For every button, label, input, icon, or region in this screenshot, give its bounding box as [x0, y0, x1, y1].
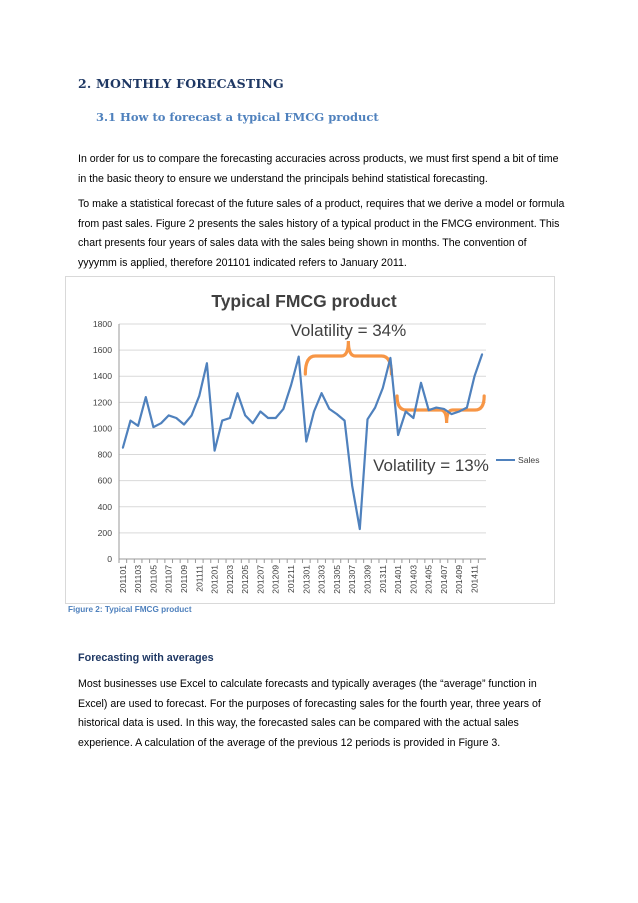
sales-point [359, 528, 361, 530]
sales-point [298, 356, 300, 358]
legend-label: Sales [518, 455, 540, 465]
sales-point [267, 417, 269, 419]
x-tick-label: 201101 [117, 565, 128, 594]
sales-point [168, 415, 170, 417]
y-tick-label: 1800 [92, 319, 112, 329]
y-tick-label: 400 [97, 501, 112, 512]
x-tick-label: 201307 [347, 565, 358, 594]
sales-point [474, 375, 476, 377]
sales-point [214, 450, 216, 452]
volatility-label-2014: Volatility = 13% [373, 456, 489, 475]
sales-point [390, 357, 392, 359]
sales-point [237, 392, 239, 394]
y-tick-label: 1600 [92, 345, 112, 356]
y-tick-label: 200 [97, 527, 112, 538]
averages-heading: Forecasting with averages [78, 652, 214, 664]
x-tick-label: 201103 [133, 565, 144, 594]
sales-line [123, 354, 482, 529]
sales-point [344, 420, 346, 422]
sales-point [145, 396, 147, 398]
volatility-bracket-2013 [305, 341, 391, 374]
sales-point [176, 417, 178, 419]
x-tick-label: 201309 [362, 565, 373, 594]
sales-point [397, 434, 399, 436]
x-tick-label: 201411 [469, 565, 480, 594]
sales-point [336, 413, 338, 415]
chart-title: Typical FMCG product [211, 291, 397, 311]
x-tick-label: 201401 [393, 565, 404, 594]
x-tick-label: 201205 [240, 565, 251, 594]
sales-point [405, 411, 407, 413]
sales-point [260, 411, 262, 413]
x-tick-label: 201105 [148, 565, 159, 594]
sales-point [221, 420, 223, 422]
subsection-heading: 3.1 How to forecast a typical FMCG product [96, 110, 379, 124]
sales-point [191, 415, 193, 417]
model-paragraph: To make a statistical forecast of the future sales of a product, requires that we derive a model or formula from past sales. Figure 2 presents the sales history of a typical product in the FMCG environment. This chart presents four years of sales data with the sales being shown in months. The convention of yyyymm is applied, therefore 201101 indicated refers to January 2011. [78, 198, 565, 269]
volatility-label-2013: Volatility = 34% [290, 321, 407, 340]
sales-point [313, 411, 315, 413]
x-tick-label: 201405 [423, 565, 434, 594]
x-tick-label: 201409 [454, 565, 465, 594]
y-tick-label: 1400 [92, 371, 112, 382]
x-tick-label: 201305 [331, 565, 342, 594]
sales-point [458, 411, 460, 413]
sales-point [382, 387, 384, 389]
sales-point [451, 413, 453, 415]
x-tick-label: 201311 [377, 565, 388, 594]
sales-point [183, 424, 185, 426]
sales-point [321, 392, 323, 394]
y-tick-label: 800 [97, 449, 112, 460]
sales-point [374, 407, 376, 409]
averages-paragraph: Most businesses use Excel to calculate forecasts and typically averages (the “average” function in Excel) are used to forecast. For the purposes of forecasting sales for the fourth year, three years of historical data is used. In this way, the forecasted sales can be compared with the actual sales experience. A calculation of the average of the previous 12 periods is provided in Figure 3. [78, 678, 541, 749]
sales-point [306, 441, 308, 443]
x-tick-label: 201209 [270, 565, 281, 594]
sales-point [122, 447, 124, 449]
figure-caption: Figure 2: Typical FMCG product [68, 605, 192, 614]
sales-point [466, 407, 468, 409]
sales-point [137, 425, 139, 427]
sales-point [351, 485, 353, 487]
sales-point [252, 422, 254, 424]
sales-chart-svg [66, 277, 554, 603]
section-heading: 2. MONTHLY FORECASTING [78, 76, 284, 91]
sales-point [153, 426, 155, 428]
x-tick-label: 201211 [286, 565, 297, 594]
sales-point [367, 419, 369, 421]
sales-point [283, 408, 285, 410]
sales-point [436, 407, 438, 409]
y-tick-label: 1200 [92, 397, 112, 408]
y-tick-label: 0 [107, 554, 112, 564]
x-tick-label: 201301 [301, 565, 312, 594]
x-tick-label: 201207 [255, 565, 266, 594]
sales-point [443, 408, 445, 410]
y-tick-label: 600 [97, 475, 112, 486]
volatility-bracket-2014 [397, 396, 484, 423]
sales-point [413, 417, 415, 419]
sales-point [290, 385, 292, 387]
x-tick-label: 201203 [224, 565, 235, 594]
sales-point [206, 362, 208, 364]
intro-paragraph: In order for us to compare the forecasting accuracies across products, we must first spend a bit of time in the basic theory to ensure we understand the principals behind statistical forecasting. [78, 153, 559, 185]
x-tick-label: 201107 [163, 565, 174, 594]
x-tick-label: 201111 [194, 565, 205, 592]
x-tick-label: 201109 [178, 565, 189, 594]
x-tick-label: 201407 [438, 565, 449, 594]
x-tick-label: 201403 [408, 565, 419, 594]
sales-point [229, 417, 231, 419]
x-tick-label: 201303 [316, 565, 327, 594]
sales-point [244, 415, 246, 417]
sales-point [130, 420, 132, 422]
sales-point [420, 382, 422, 384]
sales-point [328, 408, 330, 410]
sales-point [275, 417, 277, 419]
sales-point [428, 409, 430, 411]
y-tick-label: 1000 [92, 423, 112, 434]
sales-point [481, 353, 483, 355]
sales-chart [65, 276, 555, 604]
x-tick-label: 201201 [209, 565, 220, 594]
sales-point [198, 395, 200, 397]
sales-point [160, 422, 162, 424]
